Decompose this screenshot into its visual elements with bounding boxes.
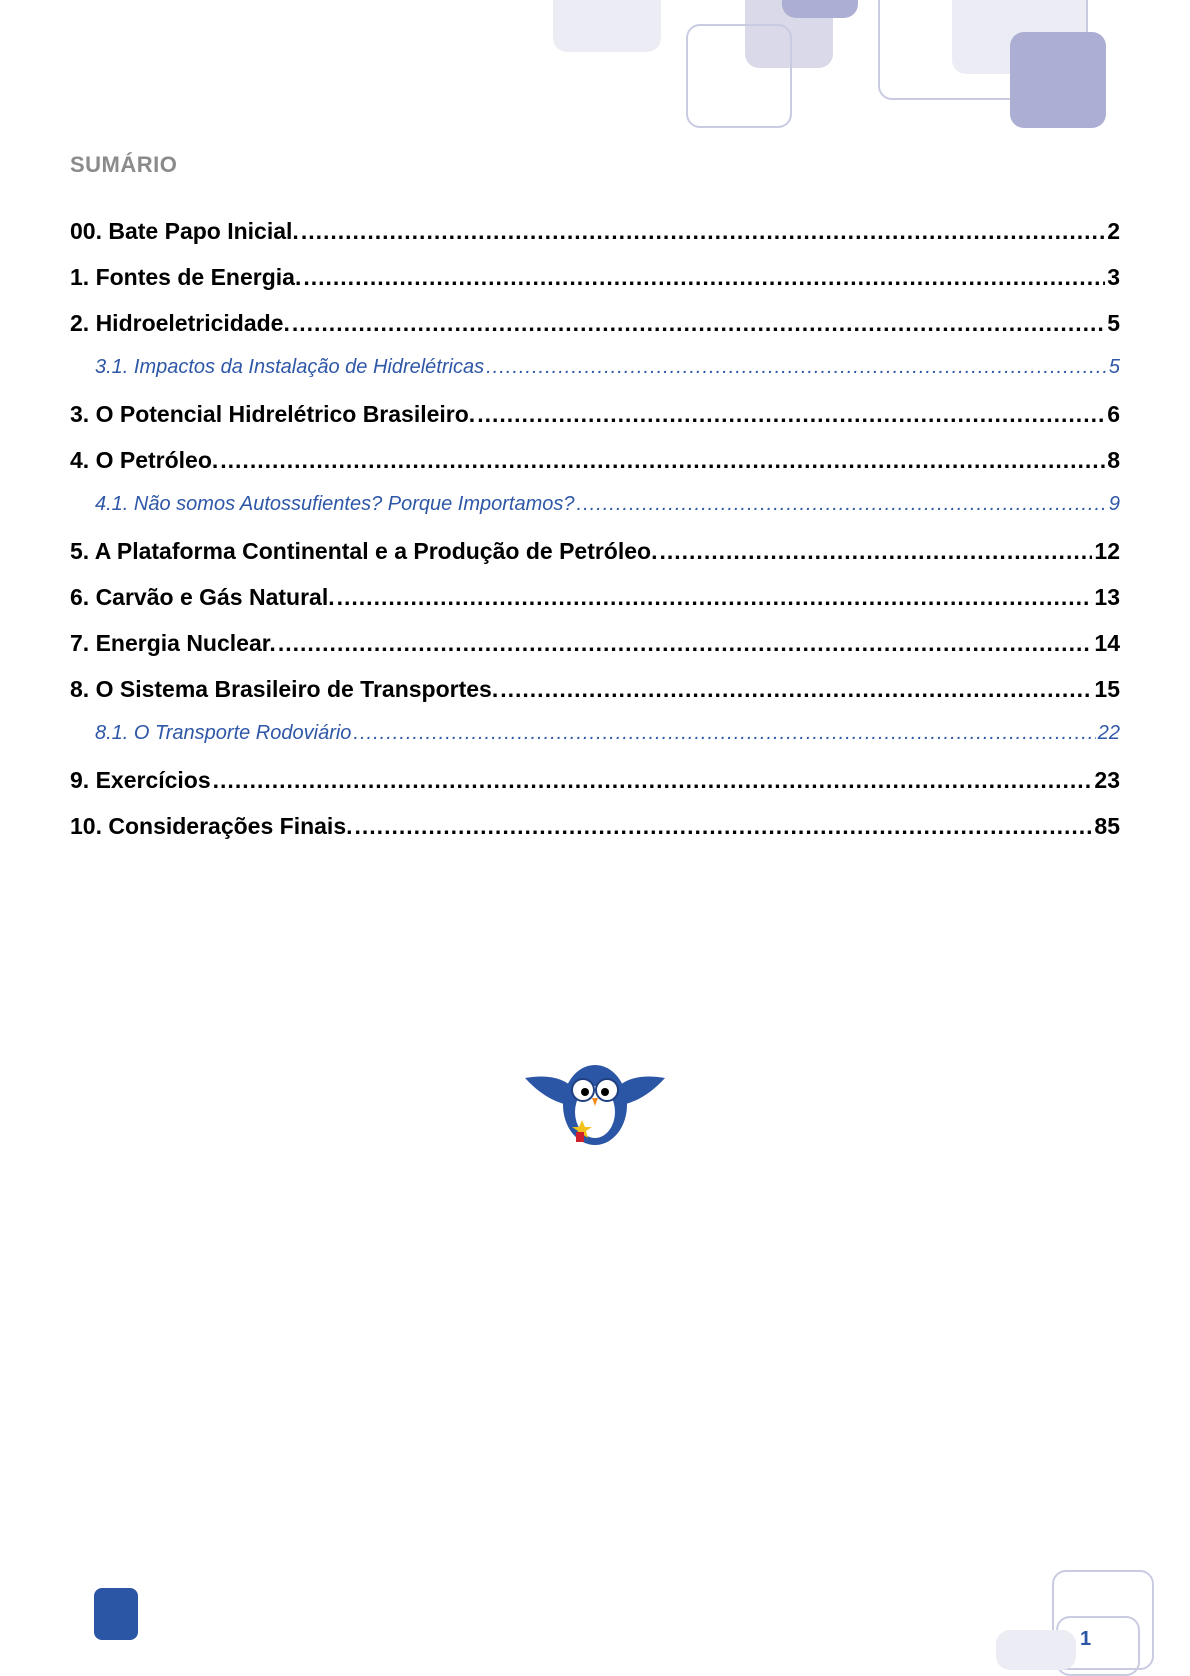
toc-entry[interactable] — [70, 493, 1120, 538]
toc-entry-label: 2. Hidroeletricidade. — [70, 310, 290, 336]
toc-leader-dots — [486, 356, 1107, 379]
toc-leader-dots — [213, 767, 1093, 794]
toc-entry-page: 5 — [1108, 356, 1120, 378]
toc-leader-dots — [577, 493, 1107, 516]
toc-entry-page: 22 — [1097, 722, 1120, 744]
toc-entry-page: 2 — [1107, 218, 1120, 244]
toc-entry-page: 85 — [1094, 813, 1120, 839]
toc-entry[interactable] — [70, 767, 1120, 813]
toc-entry-label: 00. Bate Papo Inicial. — [70, 218, 299, 244]
toc-entry-page: 14 — [1094, 630, 1120, 656]
toc-entry-label: 5. A Plataforma Continental e a Produção de Petróleo. — [70, 538, 658, 564]
toc-leader-dots — [303, 264, 1105, 291]
toc-leader-dots — [292, 310, 1105, 337]
header-decoration-square — [1010, 32, 1106, 128]
toc-entry-label: 9. Exercícios — [70, 767, 211, 793]
toc-entry[interactable] — [70, 447, 1120, 493]
toc-entry[interactable] — [70, 630, 1120, 676]
toc-leader-dots — [278, 630, 1093, 657]
toc-entry-page: 12 — [1094, 538, 1120, 564]
toc-entry-label: 8.1. O Transporte Rodoviário — [95, 722, 352, 744]
toc-entry-label: 3.1. Impactos da Instalação de Hidrelétricas — [95, 356, 485, 378]
toc-leader-dots — [500, 676, 1092, 703]
toc-entry[interactable] — [70, 264, 1120, 310]
toc-entry-page: 13 — [1094, 584, 1120, 610]
header-decoration-outline — [686, 24, 792, 128]
toc-entry-label: 4. O Petróleo. — [70, 447, 219, 473]
table-of-contents — [70, 218, 1120, 859]
toc-leader-dots — [477, 401, 1105, 428]
toc-entry-label: 3. O Potencial Hidrelétrico Brasileiro. — [70, 401, 476, 427]
toc-leader-dots — [337, 584, 1093, 611]
toc-entry-page: 3 — [1107, 264, 1120, 290]
toc-entry-label: 1. Fontes de Energia. — [70, 264, 302, 290]
owl-badge-icon — [94, 1588, 138, 1640]
toc-entry-page: 15 — [1094, 676, 1120, 702]
toc-entry-label: 6. Carvão e Gás Natural. — [70, 584, 335, 610]
summary-heading: SUMÁRIO — [70, 152, 178, 177]
toc-entry[interactable] — [70, 722, 1120, 767]
toc-leader-dots — [220, 447, 1105, 474]
page-number: 1 — [1080, 1628, 1092, 1650]
toc-entry[interactable] — [70, 401, 1120, 447]
toc-entry[interactable] — [70, 538, 1120, 584]
toc-entry-label: 7. Energia Nuclear. — [70, 630, 276, 656]
toc-entry-label: 4.1. Não somos Autossufientes? Porque Importamos? — [95, 493, 575, 515]
toc-leader-dots — [353, 722, 1095, 745]
toc-entry-page: 8 — [1107, 447, 1120, 473]
header-decoration-square — [782, 0, 858, 18]
header-decoration-square — [553, 0, 661, 52]
toc-entry[interactable] — [70, 676, 1120, 722]
toc-entry[interactable] — [70, 813, 1120, 859]
owl-logo-icon — [520, 1060, 670, 1150]
toc-entry[interactable] — [70, 310, 1120, 356]
toc-entry-page: 5 — [1107, 310, 1120, 336]
toc-entry[interactable] — [70, 218, 1120, 264]
toc-entry-label: 10. Considerações Finais. — [70, 813, 353, 839]
footer-decoration-square — [996, 1630, 1076, 1670]
toc-entry-label: 8. O Sistema Brasileiro de Transportes. — [70, 676, 499, 702]
toc-leader-dots — [301, 218, 1105, 245]
toc-entry-page: 6 — [1107, 401, 1120, 427]
toc-entry-page: 9 — [1108, 493, 1120, 515]
toc-leader-dots — [355, 813, 1093, 840]
toc-entry-page: 23 — [1094, 767, 1120, 793]
toc-entry[interactable] — [70, 584, 1120, 630]
toc-entry[interactable] — [70, 356, 1120, 401]
toc-leader-dots — [659, 538, 1092, 565]
